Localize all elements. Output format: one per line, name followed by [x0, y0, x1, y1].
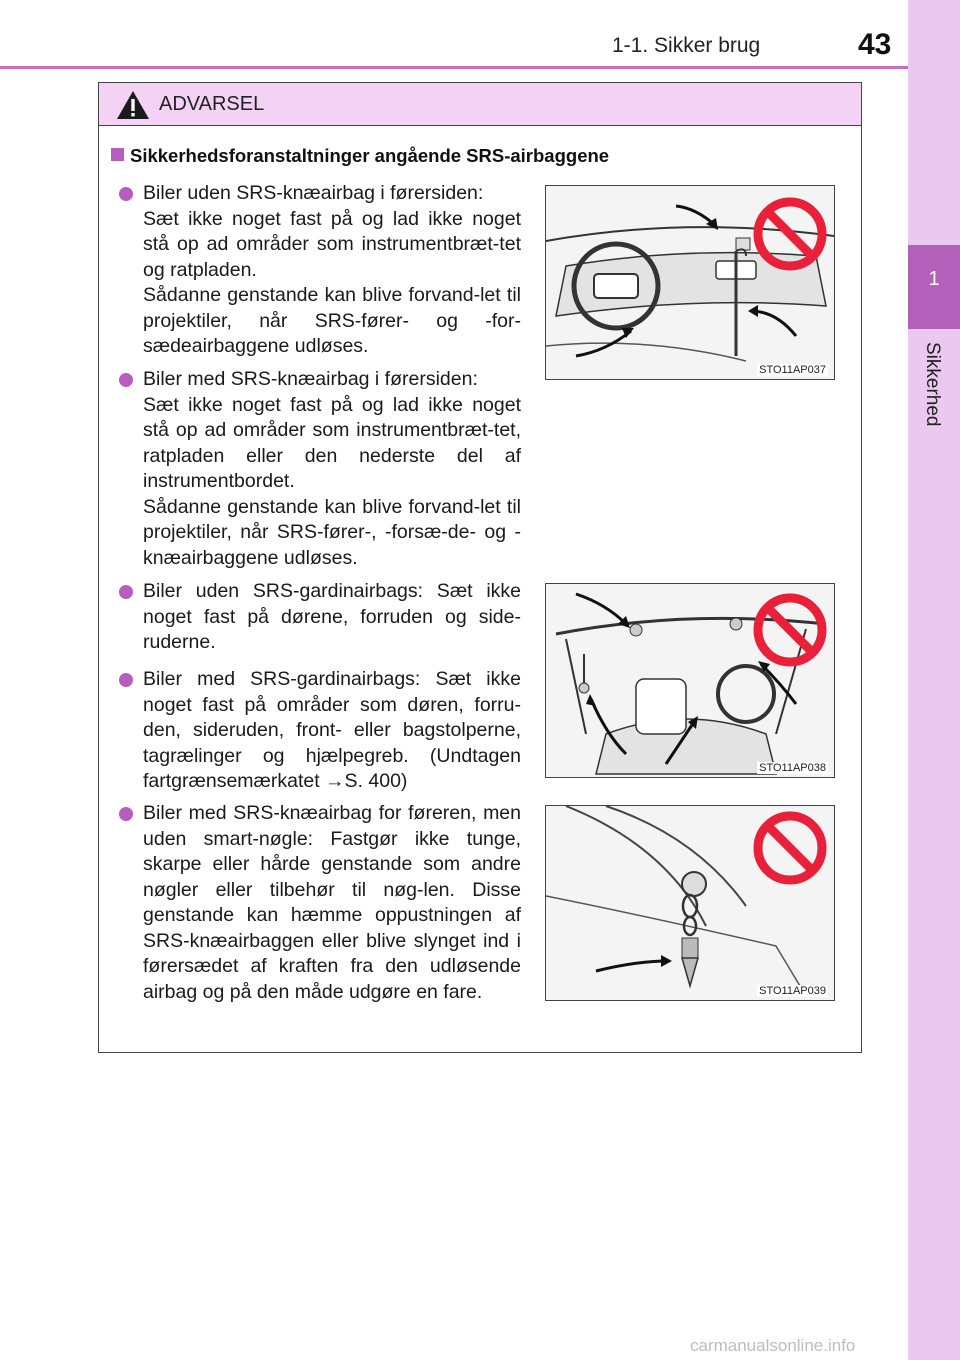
prohibited-sign-icon	[752, 592, 828, 668]
warning-box	[98, 82, 862, 1053]
warning-triangle-icon	[115, 89, 151, 121]
safety-heading	[111, 145, 609, 167]
watermark: carmanualsonline.info	[690, 1336, 856, 1355]
bullet-dot-icon	[119, 807, 133, 821]
figure-key	[545, 805, 835, 1001]
bullet-text: Biler med SRS-knæairbag for føreren, men uden smart-nøgle: Fastgør ikke tunge, skarpe eller hårde genstande som andre nøgler eller tilbehør til nøg-len. Disse genstande kan hæmme oppustningen af SRS-knæairbaggen eller blive slynget ind i førersædet af kraften fra den udløsende airbag og på den måde udgøre en fare.	[143, 802, 521, 1003]
figure-code: STO11AP037	[759, 364, 826, 376]
bullet-item	[119, 667, 521, 795]
bullet-item	[119, 801, 521, 1005]
safety-heading-text: Sikkerhedsforanstaltninger angående SRS-airbaggene	[130, 145, 610, 166]
bullet-item	[119, 579, 521, 656]
bullet-item	[119, 181, 521, 360]
prohibited-sign-icon	[752, 196, 828, 272]
bullet-dot-icon	[119, 585, 133, 599]
figure-code: STO11AP038	[759, 762, 826, 774]
chapter-label-text: Sikkerhed	[922, 342, 943, 427]
prohibited-sign-icon	[752, 810, 828, 886]
chapter-side-tab	[908, 0, 960, 1360]
bullet-text: Biler med SRS-knæairbag i førersiden: Sæt ikke noget fast på og lad ikke noget stå op ad områder som instrumentbræt-tet, ratpladen eller den nederste del af instrumentbordet. Sådanne genstande kan blive forvand-let til projektiler, når SRS-fører-, -forsæ-de- og -knæairbaggene udløses.	[143, 368, 521, 569]
square-bullet-icon	[111, 148, 124, 161]
chapter-label	[915, 342, 955, 442]
bullet-text: Biler med SRS-gardinairbags: Sæt ikke noget fast på områder som døren, forru-den, sideruden, front- eller bagstolperne, tagrælinger og hjælpegreb. (Undtagen fartgrænsemærkatet →S. 400)	[143, 668, 521, 792]
figure-cabin	[545, 583, 835, 778]
chapter-number: 1	[928, 268, 940, 290]
bullet-text: Biler uden SRS-gardinairbags: Sæt ikke noget fast på dørene, forruden og side-ruderne.	[143, 580, 521, 653]
warning-header	[99, 83, 861, 126]
header-rule	[0, 66, 908, 69]
bullet-dot-icon	[119, 373, 133, 387]
bullet-item	[119, 367, 521, 571]
bullet-dot-icon	[119, 673, 133, 687]
bullet-text: Biler uden SRS-knæairbag i førersiden: Sæt ikke noget fast på og lad ikke noget stå op ad områder som instrumentbræt-tet og ratpladen. Sådanne genstande kan blive forvand-let til projektiler, når SRS-fører- og -for-sædeairbaggene udløses.	[143, 182, 521, 357]
bullet-dot-icon	[119, 187, 133, 201]
figure-dashboard	[545, 185, 835, 380]
page-number: 43	[858, 28, 892, 61]
warning-label: ADVARSEL	[159, 93, 265, 115]
section-title: 1-1. Sikker brug	[612, 34, 761, 57]
figure-code: STO11AP039	[759, 985, 826, 997]
